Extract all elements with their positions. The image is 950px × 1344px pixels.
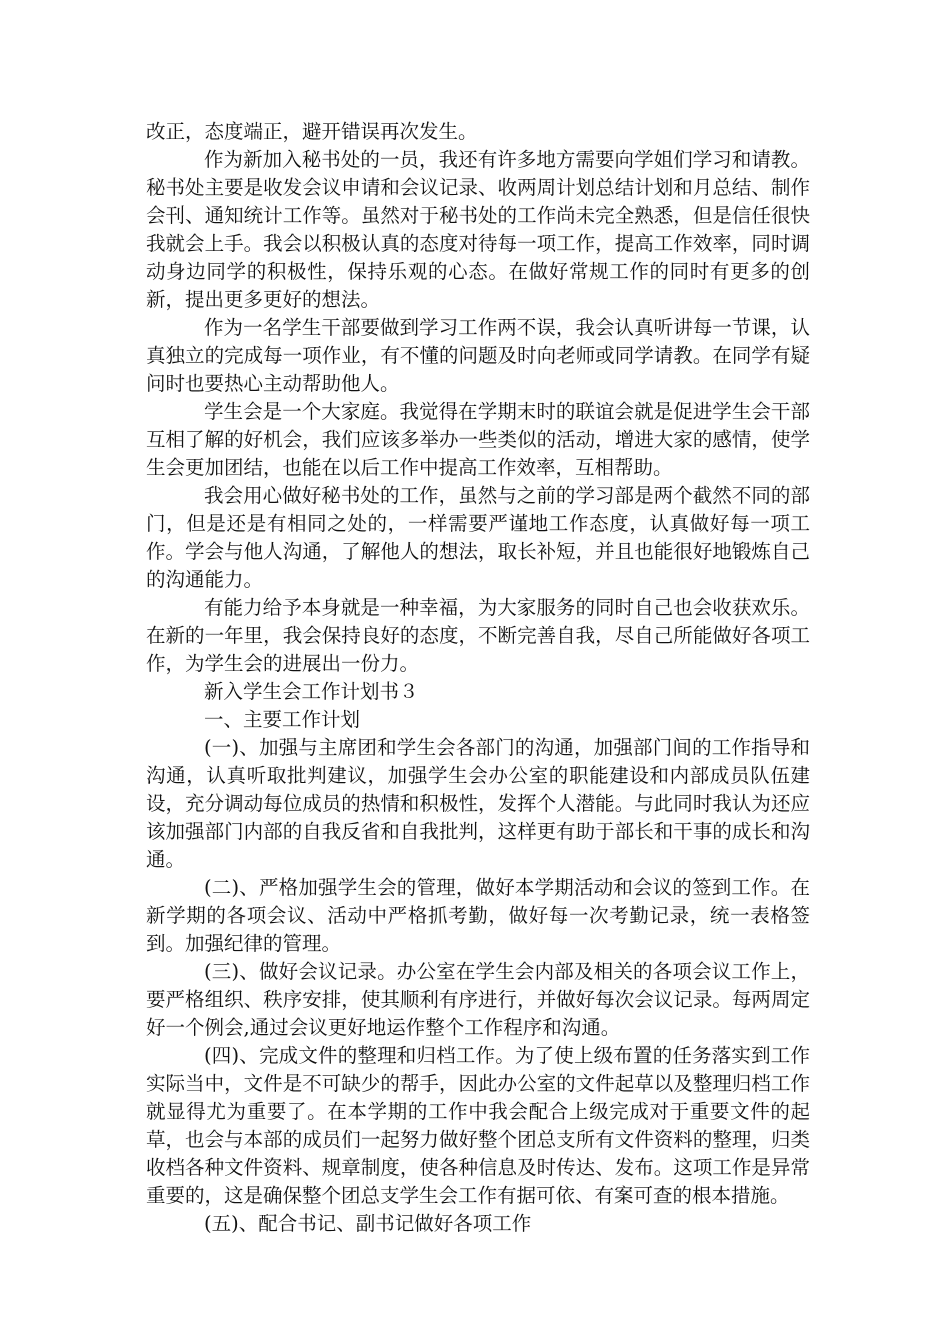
plan-item-4: (四)、完成文件的整理和归档工作。为了使上级布置的任务落实到工作实际当中，文件是不可缺少的帮手，因此办公室的文件起草以及整理归档工作就显得尤为重要了。在本学期的工作中我会配合上级完成对于重要文件的起草，也会与本部的成员们一起努力做好整个团总支所有文件资料的整理，归类收档各种文件资料、规章制度，使各种信息及时传达、发布。这项工作是异常重要的，这是确保整个团总支学生会工作有据可依、有案可查的根本措施。 [146, 1044, 810, 1207]
plan-item-2: (二)、严格加强学生会的管理，做好本学期活动和会议的签到工作。在新学期的各项会议、活动中严格抓考勤，做好每一次考勤记录，统一表格签到。加强纪律的管理。 [146, 876, 810, 955]
plan-item-1: (一)、加强与主席团和学生会各部门的沟通，加强部门间的工作指导和沟通，认真听取批判建议，加强学生会办公室的职能建设和内部成员队伍建设，充分调动每位成员的热情和积极性，发挥个人潜能。与此同时我认为还应该加强部门内部的自我反省和自我批判，这样更有助于部长和干事的成长和沟通。 [146, 736, 810, 871]
paragraph-study-balance: 作为一名学生干部要做到学习工作两不误，我会认真听讲每一节课，认真独立的完成每一项作业，有不懂的问题及时向老师或同学请教。在同学有疑问时也要热心主动帮助他人。 [146, 316, 810, 395]
section-title-plan-3: 新入学生会工作计划书３ [204, 680, 419, 703]
paragraph-secretariat-work: 我会用心做好秘书处的工作，虽然与之前的学习部是两个截然不同的部门，但是还是有相同之处的，一样需要严谨地工作态度，认真做好每一项工作。学会与他人沟通，了解他人的想法，取长补短，并且也能很好地锻炼自己的沟通能力。 [146, 484, 810, 591]
plan-item-5: (五)、配合书记、副书记做好各项工作 [204, 1212, 532, 1235]
paragraph-happiness: 有能力给予本身就是一种幸福，为大家服务的同时自己也会收获欢乐。在新的一年里，我会保持良好的态度，不断完善自我，尽自己所能做好各项工作，为学生会的进展出一份力。 [146, 596, 810, 675]
plan-item-3: (三)、做好会议记录。办公室在学生会内部及相关的各项会议工作上，要严格组织、秩序安排，使其顺利有序进行，并做好每次会议记录。每两周定好一个例会,通过会议更好地运作整个工作程序和沟通。 [146, 960, 810, 1039]
paragraph-secretariat-role: 作为新加入秘书处的一员，我还有许多地方需要向学姐们学习和请教。秘书处主要是收发会议申请和会议记录、收两周计划总结计划和月总结、制作会刊、通知统计工作等。虽然对于秘书处的工作尚未完全熟悉，但是信任很快我就会上手。我会以积极认真的态度对待每一项工作，提高工作效率，同时调动身边同学的积极性，保持乐观的心态。在做好常规工作的同时有更多的创新，提出更多更好的想法。 [146, 148, 810, 311]
paragraph-big-family: 学生会是一个大家庭。我觉得在学期末时的联谊会就是促进学生会干部互相了解的好机会，我们应该多举办一些类似的活动，增进大家的感情，使学生会更加团结，也能在以后工作中提高工作效率，互相帮助。 [146, 400, 810, 479]
document-page [146, 118, 810, 1238]
paragraph-continuation: 改正，态度端正，避开错误再次发生。 [146, 120, 478, 143]
heading-main-plan: 一、主要工作计划 [204, 708, 361, 731]
